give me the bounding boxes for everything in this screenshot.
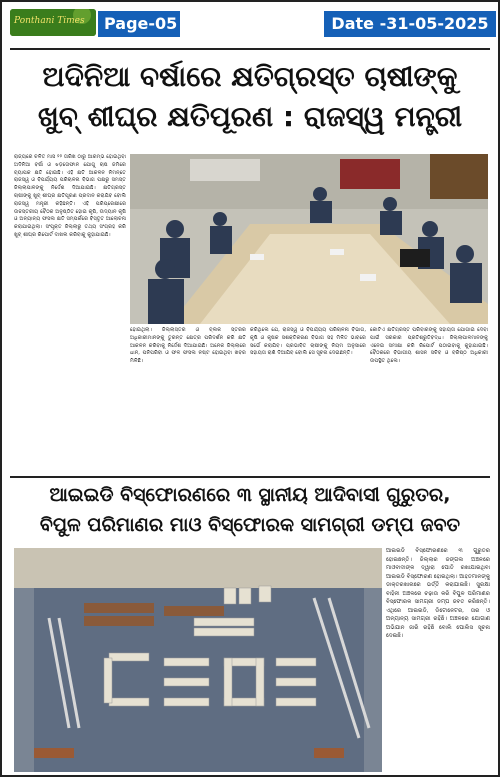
masthead [2,2,498,42]
story2-headline-line1: ଆଇଇଡି ବିସ୍ଫୋରଣରେ ୩ ସ୍ଥାନୀୟ ଆଦିବାସୀ ଗୁରୁତର, [49,484,451,506]
date-label: Date -31-05-2025 [324,11,496,37]
story1-headline-line1: ଅଦିନିଆ ବର୍ଷାରେ କ୍ଷତିଗ୍ରସ୍ତ ଚାଷୀଙ୍କୁ [42,60,458,93]
story1-body-column: ହୋଇଥିଲା। ଜିଲ୍ଲାସ୍ତର ଓ ବ୍ଲକ ସ୍ତରର ଅଧିକାରୀମାନଙ୍କୁ ତୁରନ୍ତ କ୍ଷେତ୍ର ପରିଦର୍ଶନ କରି କ୍ଷତି ଆକଳନ କରିବାକୁ ନିର୍ଦ୍ଦେଶ ଦିଆଯାଇଛି। ଅନେକ ଜିଲ୍ଲାରେ ଧାନ, ପନିପରିବା ଓ ଫଳ ଫସଲ ନଷ୍ଟ ହୋଇଥିବା ଖବର ମିଳିଛି। [130,327,246,365]
story1-body-column: ରାଜ୍ୟରେ ଚଳିତ ମାସ ୨୨ ତାରିଖ ଠାରୁ ଆରମ୍ଭ ହୋଇଥିବା ଅଦିନିଆ ବର୍ଷା ଓ ଝଡ଼ତୋଫାନ ଯୋଗୁ ଚାଷ ଜମିରେ ବ୍ୟାପକ କ୍ଷତି ହୋଇଛି। ଏହି କ୍ଷତି ଆକଳନ ନିମନ୍ତେ ରାଜସ୍ୱ ଓ ବିପର୍ଯ୍ୟୟ ପରିଚାଳନା ବିଭାଗ ପକ୍ଷରୁ ସମସ୍ତ ଜିଲ୍ଲାପାଳଙ୍କୁ ନିର୍ଦ୍ଦେଶ ଦିଆଯାଇଛି। କ୍ଷତିଗ୍ରସ୍ତ ଚାଷୀଙ୍କୁ ଖୁବ୍ ଶୀଘ୍ର କ୍ଷତିପୂରଣ ପ୍ରଦାନ କରାଯିବ ବୋଲି ରାଜସ୍ୱ ମନ୍ତ୍ରୀ କହିଛନ୍ତି। ଏହି ପରିପ୍ରେକ୍ଷୀରେ ଉଚ୍ଚସ୍ତରୀୟ ବୈଠକ ଅନୁଷ୍ଠିତ ହୋଇ କୃଷି, ଉଦ୍ୟାନ କୃଷି ଓ ଅନ୍ୟାନ୍ୟ ଫସଲ କ୍ଷତି ସମ୍ପର୍କରେ ବିସ୍ତୃତ ଆଲୋଚନା କରାଯାଇଥିଲା। ସଂପୃକ୍ତ ଜିଲ୍ଲାରୁ ତଥ୍ୟ ସଂଗ୍ରହ କରି ଖୁବ୍ ଶୀଘ୍ର ରିପୋର୍ଟ ଦାଖଲ କରିବାକୁ କୁହାଯାଇଛି। [14,154,126,238]
meeting-photo [130,154,488,324]
seized-explosives-photo [14,548,382,772]
meeting-photo-illustration [130,154,488,324]
story1-headline-line2: ଖୁବ୍ ଶୀଘ୍ର କ୍ଷତିପୂରଣ : ରାଜସ୍ୱ ମନ୍ତ୍ରୀ [37,100,463,133]
story2-headline-line2: ବିପୁଳ ପରିମାଣର ମାଓ ବିସ୍ଫୋରକ ସାମଗ୍ରୀ ଡମ୍ପ ଜବତ [39,514,461,536]
story1-body-column: କରିଥିଲେ ଯେ, ରାଜସ୍ୱ ଓ ବିପର୍ଯ୍ୟୟ ପରିଚାଳନା ବିଭାଗ, କୃଷି ଓ କୃଷକ ସଶକ୍ତିକରଣ ବିଭାଗ ସହ ମିଳିତ ଭାବରେ ସର୍ଭେ କରାଯିବ। ପ୍ରଭାବିତ ଚାଷୀଙ୍କୁ ନିୟମ ଅନୁସାରେ ସହାୟତା ରାଶି ଦିଆଯିବ ବୋଲି ସେ ସୂଚନା ଦେଇଛନ୍ତି। [250,327,366,357]
seized-explosives-illustration [14,548,382,772]
story2-body-column: ଆଇଇଡି ବିସ୍ଫୋରଣରେ ୩ ଗୁରୁତର ହୋଇଛନ୍ତି। ଜିଲ୍ଲାର ଜଙ୍ଗଲ ଅଞ୍ଚଳରେ ମାଓବାଦୀଙ୍କ ଦ୍ୱାରା ପୋତି ରଖାଯାଇଥିବା ଆଇଇଡି ବିସ୍ଫୋରଣ ହୋଇଥିଲା। ଆହତମାନଙ୍କୁ ଡାକ୍ତରଖାନାରେ ଭର୍ତ୍ତି କରାଯାଇଛି। ସୁରକ୍ଷା ବାହିନୀ ଅଞ୍ଚଳରେ ଚଢ଼ାଉ କରି ବିପୁଳ ପରିମାଣର ବିସ୍ଫୋରକ ସାମଗ୍ରୀ ଡମ୍ପ ଜବତ କରିଛନ୍ତି। ଏଥିରେ ଆଇଇଡି, ଡିଟୋନେଟର, ତାର ଓ ଅନ୍ୟାନ୍ୟ ସାମଗ୍ରୀ ରହିଛି। ଅଞ୍ଚଳରେ ଯୋଗାଣ ଅଭିଯାନ ଜାରି ରହିଛି ବୋଲି ପୋଲିସ ସୂଚନା ଦେଇଛି। [386,548,490,639]
divider [10,48,490,50]
page-number-label: Page-05 [98,11,180,37]
divider [10,476,490,478]
story1-body-column: କୋଟିଏ କ୍ଷତିଗ୍ରସ୍ତ ପରିବାରଙ୍କୁ ସହାୟତା ଯୋଗାଇ ଦେବା ପାଇଁ ସରକାର ପ୍ରତିଶ୍ରୁତିବଦ୍ଧ। ଜିଲ୍ଲାପାଳମାନଙ୍କୁ ଏନେଇ ସମୀକ୍ଷା କରି ରିପୋର୍ଟ ପଠାଇବାକୁ କୁହାଯାଇଛି। ବୈଠକରେ ବିଭାଗୀୟ ଶାସନ ସଚିବ ଓ ବରିଷ୍ଠ ଅଧିକାରୀ ଉପସ୍ଥିତ ଥିଲେ। [370,327,488,365]
logo-text: Ponthani Times [14,16,85,26]
newspaper-logo [10,9,96,36]
